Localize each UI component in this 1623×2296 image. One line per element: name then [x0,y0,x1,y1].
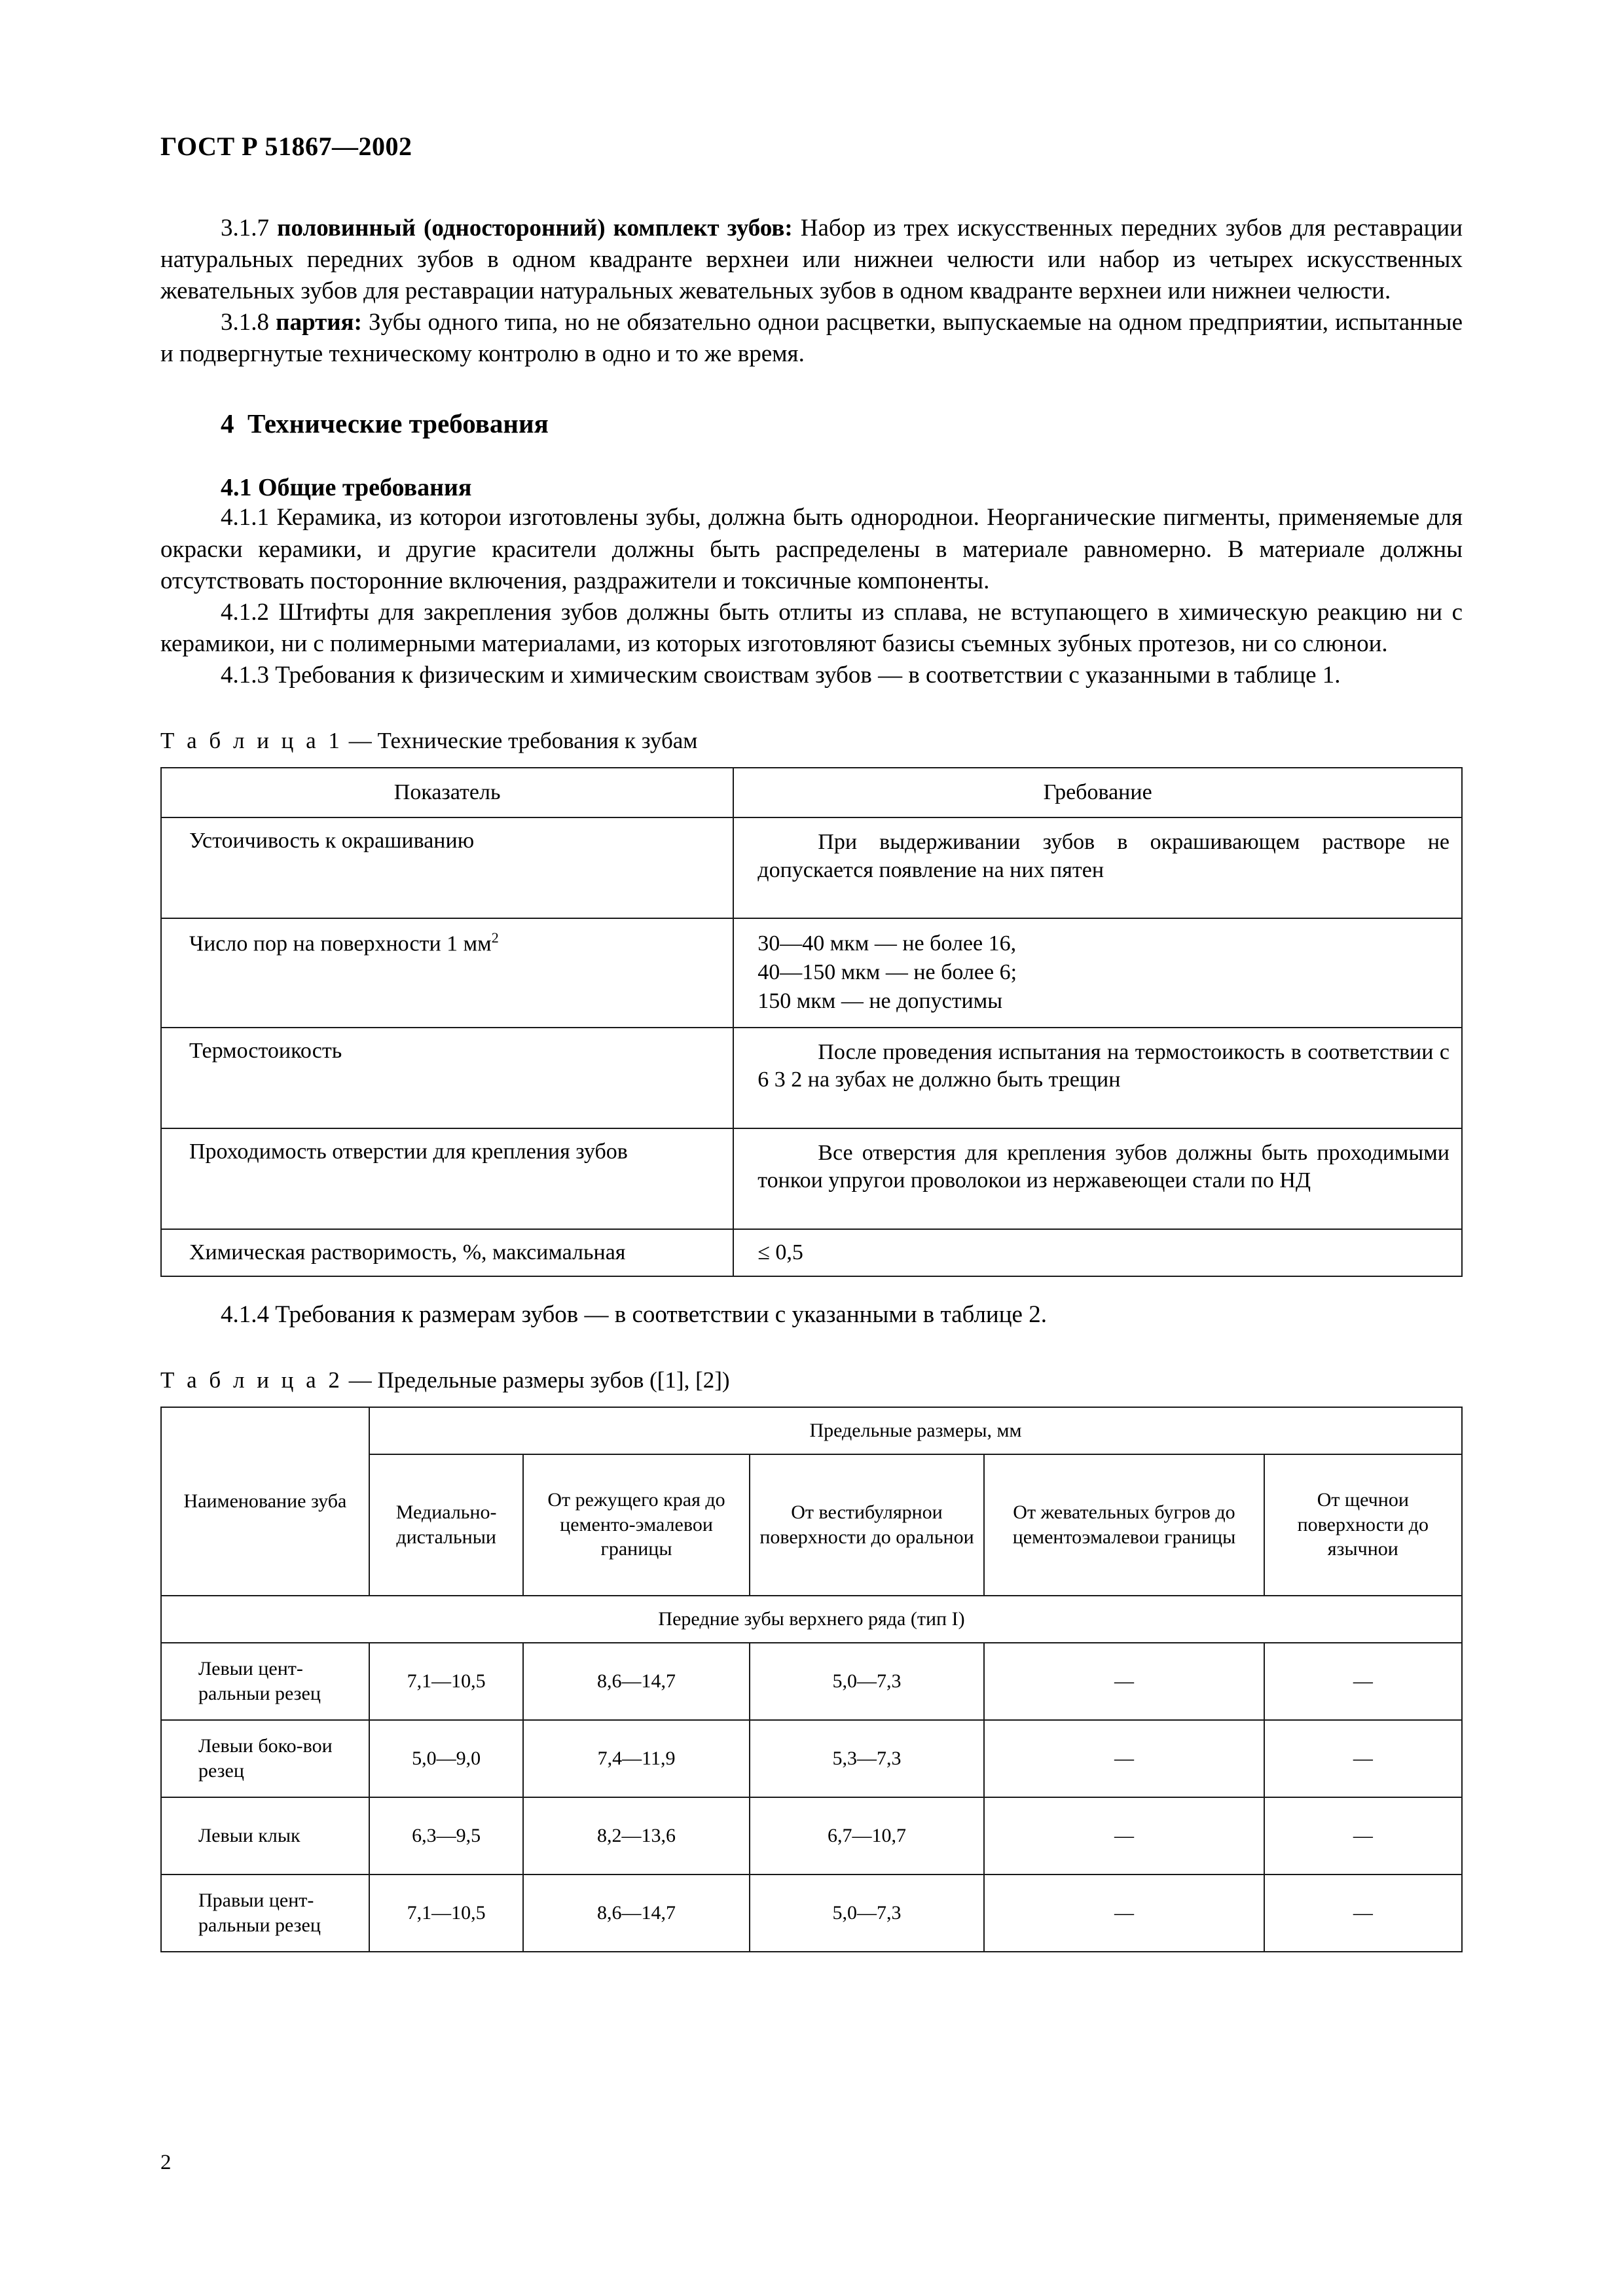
table-row [161,918,1462,1028]
table2-subheader-0: Медиально-дистальныи [369,1454,523,1596]
table1-row2-label: Термостоикость [161,1028,733,1128]
table-row [161,1028,1462,1128]
table1-row4-value: ≤ 0,5 [733,1229,1462,1276]
table1-row0-value: При выдерживании зубов в окрашивающем растворе не допускается появление на них пятен [733,817,1462,918]
table2-row0-v4: — [1264,1643,1462,1720]
table2-subheader-2: От вестибулярнои поверхности до оральнои [750,1454,985,1596]
table2-row2-v1: 8,2—13,6 [523,1797,749,1874]
table-row [161,1797,1462,1874]
paragraph-4-1-2 [160,597,1463,660]
subsection-number: 4.1 [221,474,252,502]
table2-caption [160,1367,1463,1393]
paragraph-4-1-3 [160,660,1463,691]
table2-row2-name: Левыи клык [161,1797,369,1874]
table2-row3-v3: — [984,1874,1264,1952]
table-row [161,1229,1462,1276]
table2-row1-v3: — [984,1720,1264,1797]
paragraph-number: 4.1.2 [221,598,269,626]
table1-row1-label-text: Число пор на поверхности 1 мм [189,931,492,956]
clause-text: Набор из трех искусственных передних зубов для реставрации натуральных передних зубов в одном квадранте верхнеи или нижнеи челюсти или набор из четырех искусственных жевательных зубов для реставрации натуральных жевательных зубов в одном квадранте верхнеи или нижнеи челюсти. [160,215,1463,305]
table-row [161,1874,1462,1952]
clause-3-1-8 [160,307,1463,370]
paragraph-number: 4.1.3 [221,661,269,689]
clause-text: Зубы одного типа, но не обязательно однои расцветки, выпускаемые на одном предприятии, испытанные и подвергнутые техническому контролю в одно и то же время. [160,309,1463,368]
table2-row1-name: Левыи боко-вои резец [161,1720,369,1797]
subsection-title: Общие требования [258,474,472,502]
table1-caption [160,728,1463,754]
table2-subheader-4: От щечнои поверхности до язычнои [1264,1454,1462,1596]
table2-row1-v0: 5,0—9,0 [369,1720,523,1797]
table2-subheader-3: От жевательных бугров до цементоэмалевои границы [984,1454,1264,1596]
paragraph-text: Керамика, из которои изготовлены зубы, должна быть однороднои. Неорганические пигменты, применяемые для окраски керамики, и другие красители должны быть распределены в материале равномерно. В материале должны отсутствовать посторонние включения, раздражители и токсичные компоненты. [160,504,1463,594]
section-number: 4 [221,408,234,439]
clause-term: половинный (односторонний) комплект зубов: [277,215,793,242]
table1-caption-label: Т а б л и ц а 1 [160,728,343,754]
section-title: Технические требования [247,408,549,439]
table2-subheader-1: От режущего края до цементо-эмалевои границы [523,1454,749,1596]
table2-row3-v4: — [1264,1874,1462,1952]
table1-row4-label: Химическая растворимость, %, максимальная [161,1229,733,1276]
table1-row1-line2: 150 мкм — не допустимы [757,989,1003,1014]
section-heading-4 [160,408,1463,439]
clause-3-1-7 [160,213,1463,307]
clause-number: 3.1.8 [221,309,269,336]
table2-row3-v1: 8,6—14,7 [523,1874,749,1952]
paragraph-text: Требования к физическим и химическим своиствам зубов — в соответствии с указанными в таблице 1. [269,661,1341,689]
table1-row3-value: Все отверстия для крепления зубов должны быть проходимыми тонкои упругои проволокои из нержавеющеи стали по НД [733,1128,1462,1229]
table1-row1-label [161,918,733,1028]
table2-caption-label: Т а б л и ц а 2 [160,1367,343,1393]
table2-header-name: Наименование зуба [161,1407,369,1596]
table1-row0-label: Устоичивость к окрашиванию [161,817,733,918]
table2-row2-v4: — [1264,1797,1462,1874]
table1-row3-label: Проходимость отверстии для крепления зубов [161,1128,733,1229]
table2-row3-name: Правыи цент-ральныи резец [161,1874,369,1952]
table2-row3-v0: 7,1—10,5 [369,1874,523,1952]
table2-header-group: Предельные размеры, мм [369,1407,1462,1454]
table1-row1-line0: 30—40 мкм — не более 16, [757,931,1017,956]
page-number: 2 [160,2151,172,2174]
table2-row3-v2: 5,0—7,3 [750,1874,985,1952]
table-row [161,1643,1462,1720]
table-row [161,768,1462,817]
table-row [161,1596,1462,1643]
table1-caption-text: — Технические требования к зубам [342,728,698,754]
paragraph-4-1-4 [160,1299,1463,1331]
clause-number: 3.1.7 [221,215,269,242]
table2-row1-v4: — [1264,1720,1462,1797]
paragraph-text: Требования к размерам зубов — в соответствии с указанными в таблице 2. [269,1300,1047,1328]
table2-row2-v3: — [984,1797,1264,1874]
table1-header-indicator: Показатель [161,768,733,817]
table-row [161,1407,1462,1454]
table1-header-requirement: Гребование [733,768,1462,817]
table2-row0-name: Левыи цент-ральныи резец [161,1643,369,1720]
table2-row1-v2: 5,3—7,3 [750,1720,985,1797]
table1-row1-value [733,918,1462,1028]
table1-row1-line1: 40—150 мкм — не более 6; [757,960,1017,985]
table1-row2-value: После проведения испытания на термостоикость в соответствии с 6 3 2 на зубах не должно быть трещин [733,1028,1462,1128]
table2-row1-v1: 7,4—11,9 [523,1720,749,1797]
paragraph-number: 4.1.4 [221,1300,269,1328]
table-row [161,817,1462,918]
table-tooth-dimensions [160,1407,1463,1952]
subsection-heading-4-1 [160,473,1463,502]
table2-row2-v0: 6,3—9,5 [369,1797,523,1874]
table2-row2-v2: 6,7—10,7 [750,1797,985,1874]
clause-term: партия: [276,309,362,336]
table2-row0-v3: — [984,1643,1264,1720]
standard-number-header: ГОСТ Р 51867—2002 [160,132,412,161]
table1-row1-label-sup: 2 [491,929,499,946]
table2-caption-text: — Предельные размеры зубов ([1], [2]) [342,1367,730,1393]
table2-group-row: Передние зубы верхнего ряда (тип I) [161,1596,1462,1643]
table2-row0-v2: 5,0—7,3 [750,1643,985,1720]
paragraph-4-1-1 [160,502,1463,596]
table2-row0-v1: 8,6—14,7 [523,1643,749,1720]
table2-row0-v0: 7,1—10,5 [369,1643,523,1720]
table-row [161,1720,1462,1797]
paragraph-number: 4.1.1 [221,504,269,531]
table-technical-requirements [160,767,1463,1277]
table-row [161,1128,1462,1229]
paragraph-text: Штифты для закрепления зубов должны быть отлиты из сплава, не вступающего в химическую реакцию ни с керамикои, ни с полимерными материалами, из которых изготовляют базисы съемных зубных протезов, ни со слюнои. [160,598,1463,657]
